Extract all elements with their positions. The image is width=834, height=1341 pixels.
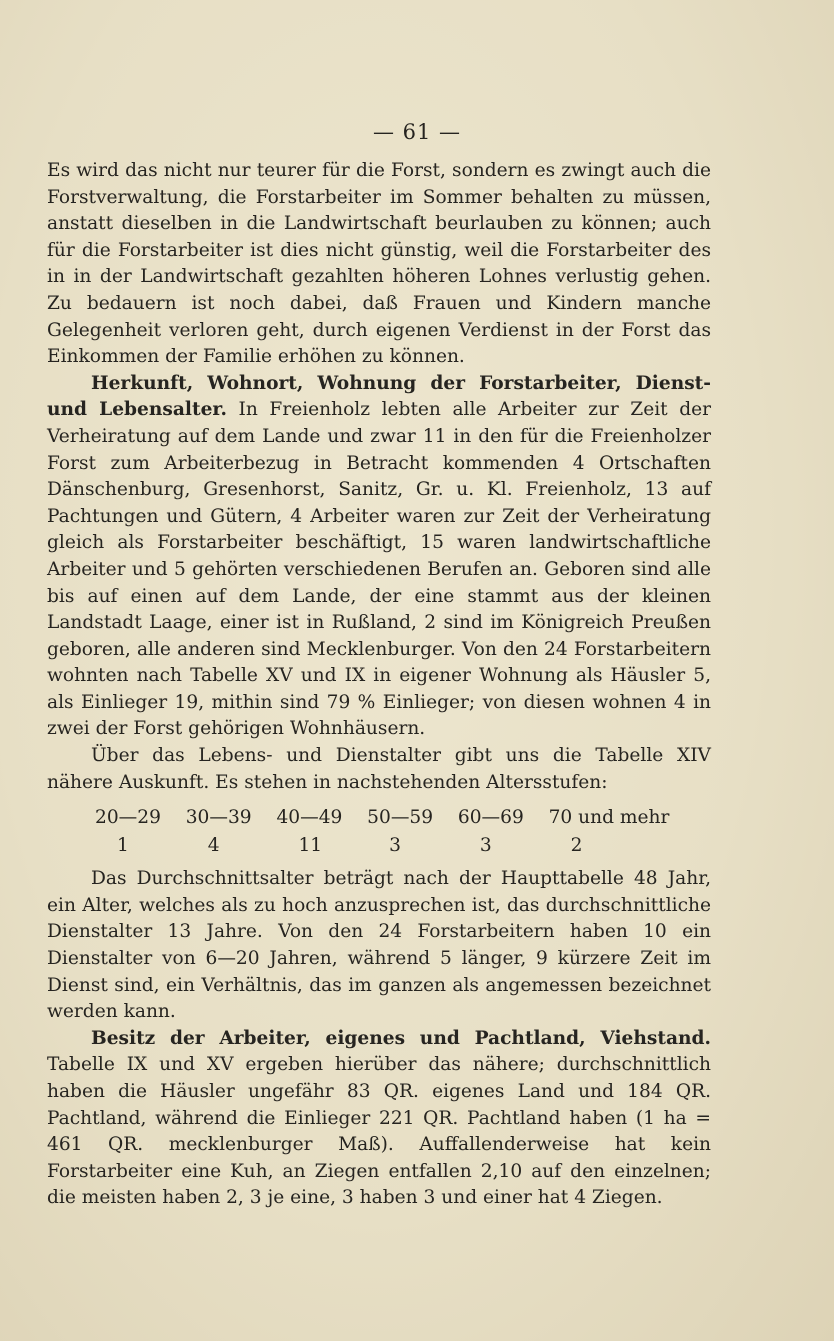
age-range-cell: 60—69 — [457, 807, 524, 829]
age-ranges-row — [95, 804, 715, 832]
age-range-cell: 20—29 — [95, 807, 161, 829]
age-count-cell: 4 — [207, 835, 220, 857]
age-range-cell: 30—39 — [185, 807, 252, 829]
age-range-cell: 70 und mehr — [548, 807, 670, 829]
body-text — [47, 158, 711, 1212]
age-count-cell: 2 — [570, 835, 583, 857]
paragraph-4: Das Durchschnittsalter beträgt nach der Haupttabelle 48 Jahr, ein Alter, welches als zu hoch anzusprechen ist, das durchschnittliche Dienstalter 13 Jahre. Von den 24 Forstarbeitern haben 10 ein Dienstalter von 6—20 Jahren, während 5 länger, 9 kürzere Zeit im Dienst sind, ein Verhältnis, das im ganzen als angemessen bezeichnet werden kann. — [47, 868, 711, 1023]
age-counts-row — [95, 832, 715, 860]
page-number: — 61 — — [372, 120, 462, 144]
age-count-cell: 11 — [298, 835, 323, 857]
age-range-cell: 50—59 — [367, 807, 434, 829]
paragraph-2 — [47, 371, 711, 743]
age-groups-table — [95, 804, 715, 860]
paragraph-5-body: Tabelle IX und XV ergeben hierüber das nähere; durchschnittlich haben die Häusler ungefähr 83 QR. eigenes Land und 184 QR. Pachtland, während die Einlieger 221 QR. Pachtland haben (1 ha = 461 QR. mecklenburger Maß). Auffallenderweise hat kein Forstarbeiter eine Kuh, an Ziegen entfallen 2,10 auf den einzelnen; die meisten haben 2, 3 je eine, 3 haben 3 und einer hat 4 Ziegen. — [47, 1054, 711, 1209]
age-count-cell: 3 — [479, 835, 492, 857]
age-count-cell: 3 — [389, 835, 401, 857]
age-range-cell: 40—49 — [276, 807, 343, 829]
section-heading-herkunft: Herkunft, Wohnort, Wohnung der Forstarbeiter, Dienst- und Lebensalter. — [47, 372, 711, 421]
paragraph-1: Es wird das nicht nur teurer für die Forst, sondern es zwingt auch die Forstverwaltung, die Forstarbeiter im Sommer behalten zu müssen, anstatt dieselben in die Landwirtschaft beurlauben zu können; auch für die Forstarbeiter ist dies nicht günstig, weil die Forstarbeiter des in in der Landwirtschaft gezahlten höheren Lohnes verlustig gehen. Zu bedauern ist noch dabei, daß Frauen und Kindern manche Gelegenheit verloren geht, durch eigenen Verdienst in der Forst das Einkommen der Familie erhöhen zu können. — [47, 160, 711, 368]
paragraph-2-body: In Freienholz lebten alle Arbeiter zur Zeit der Verheiratung auf dem Lande und zwar 11 in den für die Freienholzer Forst zum Arbeiterbezug in Betracht kommenden 4 Ortschaften Dänschenburg, Gresenhorst, Sanitz, Gr. u. Kl. Freienholz, 13 auf Pachtungen und Gütern, 4 Arbeiter waren zur Zeit der Verheiratung gleich als Forstarbeiter beschäftigt, 15 waren landwirtschaftliche Arbeiter und 5 gehörten verschiedenen Berufen an. Geboren sind alle bis auf einen auf dem Lande, der eine stammt aus der kleinen Landstadt Laage, einer ist in Rußland, 2 sind im Königreich Preußen geboren, alle anderen sind Mecklenburger. Von den 24 Forstarbeitern wohnten nach Tabelle XV und IX in eigener Wohnung als Häusler 5, als Einlieger 19, mithin sind 79 % Einlieger; von diesen wohnen 4 in zwei der Forst gehörigen Wohnhäusern. — [47, 399, 712, 740]
age-count-cell: 1 — [117, 835, 129, 857]
paragraph-5 — [47, 1026, 711, 1212]
section-heading-besitz: Besitz der Arbeiter, eigenes und Pachtland, Viehstand. — [91, 1027, 711, 1049]
paragraph-3: Über das Lebens- und Dienstalter gibt uns die Tabelle XIV nähere Auskunft. Es stehen in nachstehenden Altersstufen: — [47, 745, 711, 793]
